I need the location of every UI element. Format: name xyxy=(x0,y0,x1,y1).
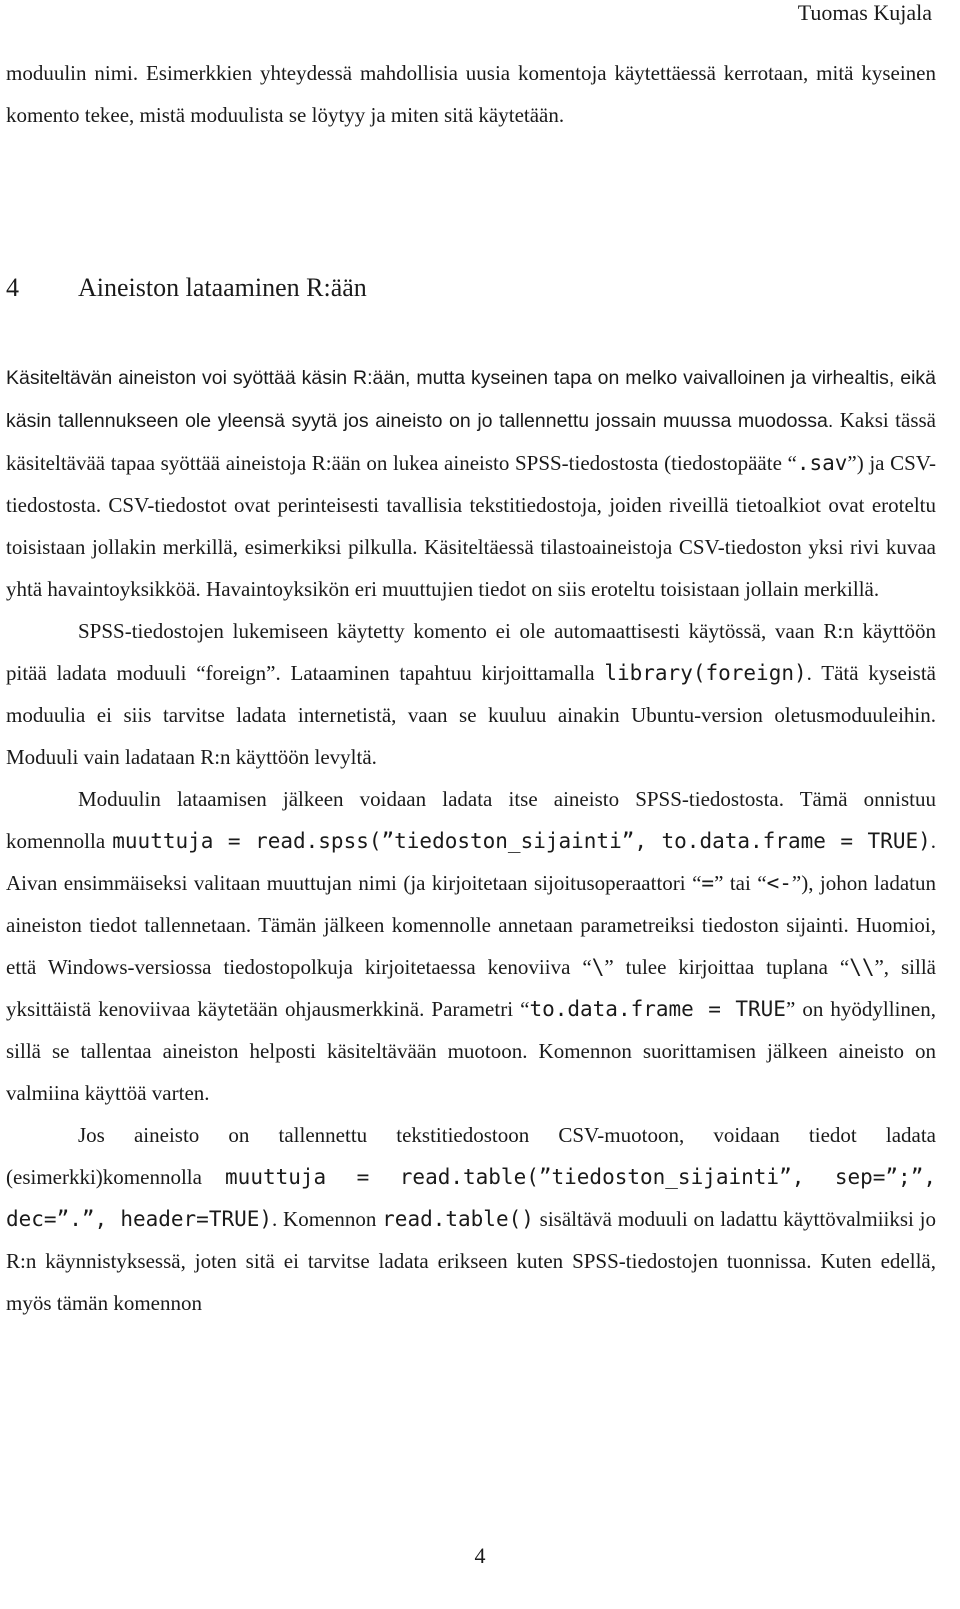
section-heading xyxy=(6,270,367,306)
inline-code: to.data.frame = TRUE xyxy=(529,997,786,1021)
page-number: 4 xyxy=(474,1543,486,1568)
section-body xyxy=(6,356,936,1324)
paragraph-foreign-module xyxy=(6,610,936,778)
section-title: Aineiston lataaminen R:ään xyxy=(78,273,367,302)
intro-block xyxy=(6,52,936,136)
paragraph-text: Jos aineisto on tallennettu tekstitiedostoon CSV-muotoon, voidaan tiedot ladata (esimerkki)komennolla xyxy=(6,1123,936,1189)
inline-code: \\ xyxy=(849,955,875,979)
paragraph-read-spss xyxy=(6,778,936,1114)
running-header-author: Tuomas Kujala xyxy=(797,0,932,25)
paragraph-text: ”) ja CSV-tiedostosta. CSV-tiedostot ovat perinteisesti tavallisia tekstitiedostoja, joiden riveillä tietoalkiot ovat eroteltu toisistaan jollakin merkillä, esimerkiksi pilkulla. Käsiteltäessä tilastoaineistoja CSV-tiedoston yksi rivi kuvaa yhtä havaintoyksikköä. Havaintoyksikön eri muuttujien tiedot on siis eroteltu toisistaan jollain merkillä. xyxy=(6,451,936,601)
inline-code: muuttuja = read.table(”tiedoston_sijainti”, sep=”;”, dec=”.”, header=TRUE) xyxy=(6,1165,936,1231)
inline-code: .sav xyxy=(796,451,848,475)
intro-paragraph: moduulin nimi. Esimerkkien yhteydessä mahdollisia uusia komentoja käytettäessä kerrotaan, mitä kyseinen komento tekee, mistä moduulista se löytyy ja miten sitä käytetään. xyxy=(6,61,936,127)
section-number: 4 xyxy=(6,273,19,302)
paragraph-text: . Tätä kyseistä moduulia ei siis tarvitse ladata internetistä, vaan se kuuluu ainakin Ubuntu-version oletusmoduuleihin. Moduuli vain ladataan R:n käyttöön levyltä. xyxy=(6,661,936,769)
paragraph-text: ”), johon ladatun aineiston tiedot tallennetaan. Tämän jälkeen komennolle annetaan parametreiksi tiedoston sijainti. Huomioi, että Windows-versiossa tiedostopolkuja kirjoitetaessa kenoviiva “ xyxy=(6,871,936,979)
paragraph-text: . Komennon xyxy=(272,1207,383,1231)
paragraph-text: ” on hyödyllinen, sillä se tallentaa aineiston helposti käsiteltävään muotoon. Komennon suorittamisen jälkeen aineisto on valmiina käyttöä varten. xyxy=(6,997,936,1105)
inline-code: \ xyxy=(591,955,605,979)
paragraph-text: . Aivan ensimmäiseksi valitaan muuttujan nimi (ja kirjoitetaan sijoitusoperaattori “ xyxy=(6,829,936,895)
paragraph-text: ”, sillä yksittäistä kenoviivaa käytetään ohjausmerkkinä. Parametri “ xyxy=(6,955,936,1021)
paragraph-text: ” tai “ xyxy=(714,871,767,895)
paragraph-text: Kaksi tässä käsiteltävää tapaa syöttää aineistoja R:ään on lukea aineisto SPSS-tiedostosta (tiedostopääte “ xyxy=(6,408,936,475)
paragraph-text: Moduulin lataamisen jälkeen voidaan ladata itse aineisto SPSS-tiedostosta. Tämä onnistuu komennolla xyxy=(6,787,936,853)
inline-code: = xyxy=(701,871,715,895)
paragraph-csv-intro xyxy=(6,356,936,610)
inline-code: <- xyxy=(766,871,792,895)
paragraph-text: SPSS-tiedostojen lukemiseen käytetty komento ei ole automaattisesti käytössä, vaan R:n käyttöön pitää ladata moduuli “foreign”. Lataaminen tapahtuu kirjoittamalla xyxy=(6,619,936,685)
inline-code: read.table() xyxy=(382,1207,534,1231)
paragraph-sans-lead: Käsiteltävän aineiston voi syöttää käsin R:ään, mutta kyseinen tapa on melko vaivalloinen ja virhealtis, eikä käsin tallennukseen ole yleensä syytä jos aineisto on jo tallennettu jossain muussa muodossa. xyxy=(6,367,936,432)
inline-code: muuttuja = read.spss(”tiedoston_sijainti”, to.data.frame = TRUE) xyxy=(112,829,931,853)
paragraph-text: ” tulee kirjoittaa tuplana “ xyxy=(604,955,850,979)
paragraph-read-table xyxy=(6,1114,936,1324)
paragraph-text: sisältävä moduuli on ladattu käyttövalmiiksi jo R:n käynnistyksessä, joten sitä ei tarvitse ladata erikseen kuten SPSS-tiedostojen tuonnissa. Kuten edellä, myös tämän komennon xyxy=(6,1207,936,1315)
inline-code: library(foreign) xyxy=(604,661,807,685)
